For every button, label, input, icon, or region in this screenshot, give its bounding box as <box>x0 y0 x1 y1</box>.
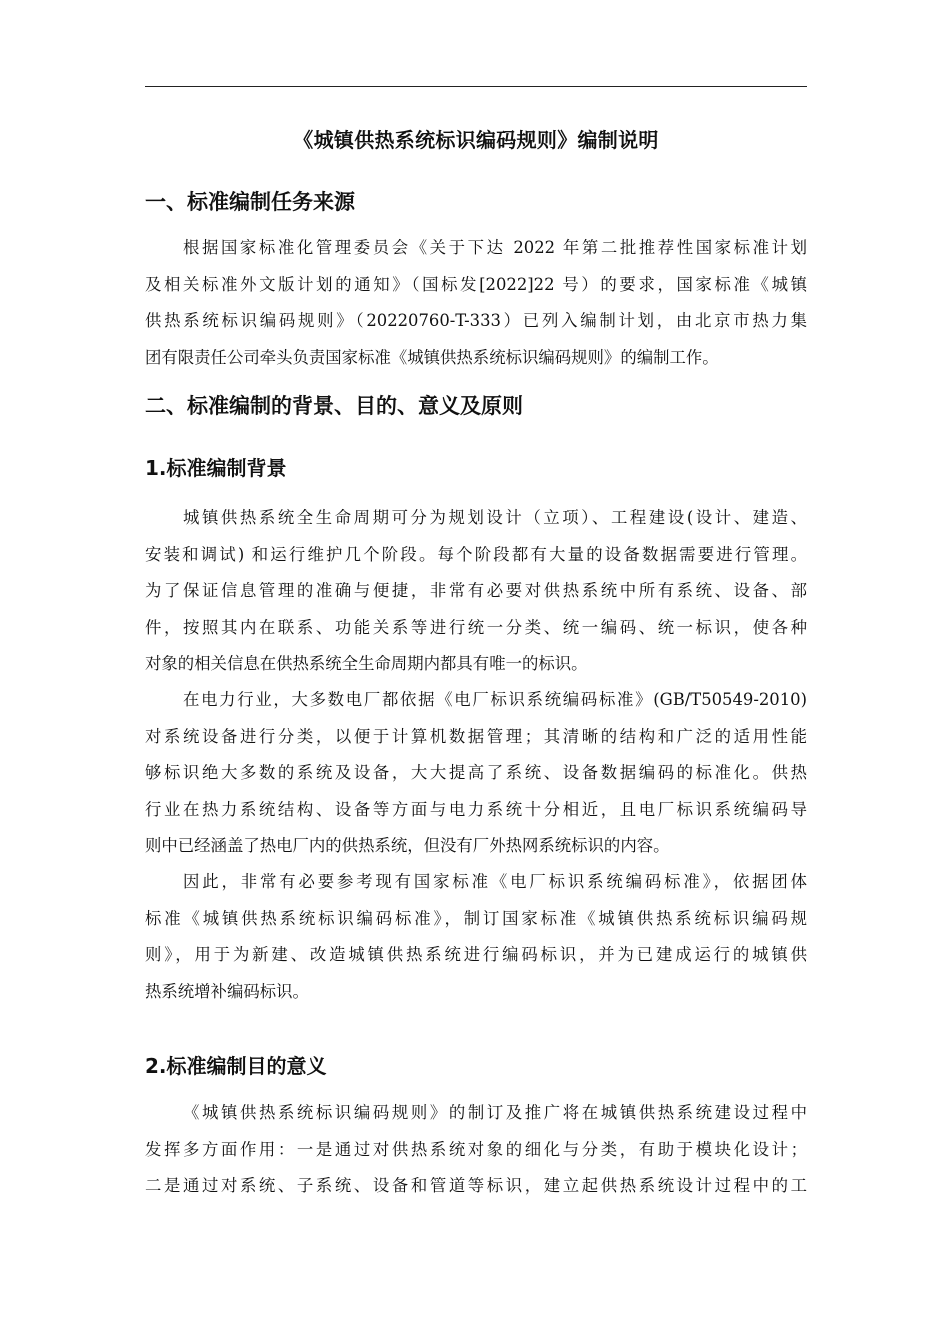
paragraph-line: 及相关标准外文版计划的通知》（国标发[2022]22 号）的要求，国家标准《城镇 <box>145 274 807 294</box>
paragraph-task-source <box>145 230 807 376</box>
paragraph-line: 根据国家标准化管理委员会《关于下达 2022 年第二批推荐性国家标准计划 <box>183 238 807 257</box>
paragraph-line: 热系统增补编码标识。 <box>145 981 309 1001</box>
paragraph-line: 在电力行业，大多数电厂都依据《电厂标识系统编码标准》(GB/T50549-2010) <box>183 690 807 709</box>
header-rule <box>145 86 807 87</box>
section-heading-task-source: 一、标准编制任务来源 <box>145 190 355 214</box>
paragraph-line: 发挥多方面作用：一是通过对供热系统对象的细化与分类，有助于模块化设计； <box>145 1139 807 1159</box>
paragraph-line: 二是通过对系统、子系统、设备和管道等标识，建立起供热系统设计过程中的工 <box>145 1176 807 1195</box>
paragraph-line: 团有限责任公司牵头负责国家标准《城镇供热系统标识编码规则》的编制工作。 <box>145 347 719 367</box>
paragraph-line: 行业在热力系统结构、设备等方面与电力系统十分相近，且电厂标识系统编码导 <box>145 799 807 819</box>
paragraph-background-2 <box>145 682 807 865</box>
paragraph-background-3 <box>145 864 807 1010</box>
paragraph-line: 则中已经涵盖了热电厂内的供热系统，但没有厂外热网系统标识的内容。 <box>145 836 670 855</box>
paragraph-line: 城镇供热系统全生命周期可分为规划设计（立项）、工程建设(设计、建造、 <box>183 508 807 527</box>
paragraph-line: 因此，非常有必要参考现有国家标准《电厂标识系统编码标准》，依据团体 <box>183 872 807 891</box>
subsection-heading-background: 1.标准编制背景 <box>145 456 287 480</box>
paragraph-background-1 <box>145 500 807 683</box>
paragraph-line: 够标识绝大多数的系统及设备，大大提高了系统、设备数据编码的标准化。供热 <box>145 763 807 782</box>
paragraph-line: 对系统设备进行分类，以便于计算机数据管理；其清晰的结构和广泛的适用性能 <box>145 726 807 746</box>
paragraph-line: 件，按照其内在联系、功能关系等进行统一分类、统一编码、统一标识，使各种 <box>145 617 807 637</box>
paragraph-line: 标准《城镇供热系统标识编码标准》，制订国家标准《城镇供热系统标识编码规 <box>145 908 807 928</box>
document-title: 《城镇供热系统标识编码规则》编制说明 <box>293 128 659 152</box>
paragraph-line: 则》，用于为新建、改造城镇供热系统进行编码标识，并为已建成运行的城镇供 <box>145 945 807 964</box>
paragraph-line: 安装和调试) 和运行维护几个阶段。每个阶段都有大量的设备数据需要进行管理。 <box>145 544 807 564</box>
paragraph-line: 供热系统标识编码规则》（20220760-T-333）已列入编制计划，由北京市热力集 <box>145 311 807 330</box>
paragraph-line: 对象的相关信息在供热系统全生命周期内都具有唯一的标识。 <box>145 654 588 673</box>
paragraph-purpose-1 <box>145 1095 807 1205</box>
paragraph-line: 为了保证信息管理的准确与便捷，非常有必要对供热系统中所有系统、设备、部 <box>145 581 807 600</box>
section-heading-background-purpose: 二、标准编制的背景、目的、意义及原则 <box>145 394 523 418</box>
paragraph-line: 《城镇供热系统标识编码规则》的制订及推广将在城镇供热系统建设过程中 <box>183 1103 807 1122</box>
subsection-heading-purpose: 2.标准编制目的意义 <box>145 1054 327 1078</box>
